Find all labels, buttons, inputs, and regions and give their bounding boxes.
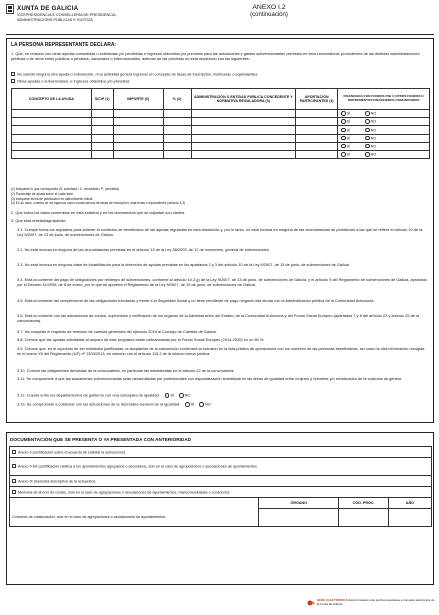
concept-input[interactable] bbox=[12, 150, 92, 158]
entity-input[interactable] bbox=[191, 110, 296, 118]
entity-input[interactable] bbox=[191, 150, 296, 158]
no-label: NO bbox=[184, 392, 191, 398]
other-aid-checkbox[interactable] bbox=[11, 79, 15, 83]
savings-report-checkbox[interactable] bbox=[12, 490, 16, 494]
funding-choice bbox=[338, 126, 430, 134]
proc-code-input[interactable] bbox=[339, 509, 389, 527]
table-notes bbox=[11, 187, 429, 206]
doc-row bbox=[10, 447, 432, 458]
contribution-input[interactable] bbox=[296, 126, 338, 134]
declaration-3-12 bbox=[17, 393, 429, 398]
scp-input[interactable] bbox=[91, 110, 113, 118]
concept-input[interactable] bbox=[12, 134, 92, 142]
scp-input[interactable] bbox=[91, 142, 113, 150]
doc-row bbox=[10, 487, 432, 498]
funding-no-radio[interactable] bbox=[365, 136, 370, 141]
funding-no-radio[interactable] bbox=[365, 128, 370, 133]
yes-label: SÍ bbox=[346, 120, 351, 125]
funding-choice bbox=[338, 150, 430, 158]
footer-note bbox=[317, 599, 435, 607]
col-entity: ADMINISTRACIÓN O ENTIDAD PÚBLICA CONCEDENTE Y NORMATIVA REGULADORA (3) bbox=[191, 89, 296, 110]
declaration-3-11: 3.11. Se compromete a que las actuaciones subvencionadas sean desarrolladas por profesionales con especialización acreditada en las áreas de igualdad entre mujeres y hombres y/o erradicación de la violencia de género. bbox=[17, 376, 403, 381]
funding-yes-radio[interactable] bbox=[341, 119, 346, 124]
doc-row bbox=[10, 509, 432, 527]
contribution-input[interactable] bbox=[296, 134, 338, 142]
amount-input[interactable] bbox=[113, 142, 163, 150]
col-concept: CONCEPTO DE LA AYUDA bbox=[12, 89, 92, 110]
col-contribution: APORTACIÓN PARTICIPANTES (4) bbox=[296, 89, 338, 110]
percent-input[interactable] bbox=[163, 142, 191, 150]
percent-input[interactable] bbox=[163, 126, 191, 134]
funding-no-radio[interactable] bbox=[365, 111, 370, 116]
no-label: NO bbox=[370, 111, 377, 116]
funding-choice bbox=[338, 110, 430, 118]
declaration-3-2: 3.2. No está incursa en ninguna de las circunstancias previstas en el artículo 13 de la Ley 38/2003, de 17 de noviembre, general de subvenciones. bbox=[17, 247, 270, 252]
documentation-title: DOCUMENTACIÓN QUE SE PRESENTA O YA PRESENTADA CON ANTERIORIDAD bbox=[10, 437, 192, 442]
col-amount: IMPORTE (€) bbox=[113, 89, 163, 110]
option-other-aid bbox=[11, 79, 429, 84]
equality-yes-radio[interactable] bbox=[165, 393, 170, 398]
no-label: NO bbox=[204, 401, 211, 407]
no-label: NO bbox=[370, 136, 377, 141]
sede-electronica-icon bbox=[307, 600, 315, 606]
aid-row bbox=[12, 118, 430, 126]
doc-cols-row bbox=[10, 498, 432, 509]
declaration-3-9: 3.9. Conoce que, en el supuesto de ser entidades justificadas, la aceptación de la subvención conllevará la inclusión en la lista pública de operaciones con los nombres de las personas beneficiarias, así como la otra información recogida en el anexo XII del Reglamento (UE) nº 1303/2013, en relación con el artículo 115.2 de la misma norma jurídica. bbox=[17, 346, 425, 356]
aid-row bbox=[12, 126, 430, 134]
contribution-input[interactable] bbox=[296, 118, 338, 126]
col-proc-code: CÓD. PROC. bbox=[339, 498, 389, 509]
documentation-section bbox=[6, 432, 434, 585]
year-input[interactable] bbox=[389, 509, 432, 527]
declaration-3-3: 3.3. No está incursa en ninguna clase de inhabilitación para la obtención de ayudas previstas en los apartados 2 y 3 del artículo 10 de la Ley 9/2007, de 13 de junio, de subvenciones de Galicia. bbox=[17, 262, 350, 267]
convenio-label: Convenio de colaboración, solo en el caso de agrupaciones o asociaciones de ayuntamientos. bbox=[10, 509, 259, 527]
xunta-logo-icon bbox=[6, 4, 14, 14]
option-other-aid-label: Otras ayudas o subvenciones, e ingresos obtenidos y/o previstos: bbox=[17, 78, 131, 84]
no-label: NO bbox=[370, 128, 377, 133]
yes-label: SÍ bbox=[346, 128, 351, 133]
footer-brand: SEDE ELECTRÓNICA bbox=[317, 598, 348, 602]
aid-row bbox=[12, 134, 430, 142]
aid-table-header bbox=[12, 89, 430, 110]
funding-choice bbox=[338, 118, 430, 126]
declaration-3: 3. Que esta entidad/agrupación: bbox=[11, 218, 67, 223]
aid-row bbox=[12, 142, 430, 150]
aid-row bbox=[12, 110, 430, 118]
declaration-2: 2. Que todos los datos contenidos en esta solicitud y en los documentos que se adjuntan son ciertos. bbox=[11, 210, 186, 215]
col-scp: S/C/P (1) bbox=[91, 89, 113, 110]
concept-input[interactable] bbox=[12, 110, 92, 118]
section-title: LA PERSONA REPRESENTANTE DECLARA: bbox=[11, 42, 117, 48]
concept-input[interactable] bbox=[12, 142, 92, 150]
entity-input[interactable] bbox=[191, 134, 296, 142]
annex-subtitle: (continuación) bbox=[250, 12, 288, 18]
scp-input[interactable] bbox=[91, 134, 113, 142]
funding-yes-radio[interactable] bbox=[341, 152, 346, 157]
amount-input[interactable] bbox=[113, 126, 163, 134]
amount-input[interactable] bbox=[113, 110, 163, 118]
entity-input[interactable] bbox=[191, 118, 296, 126]
scp-input[interactable] bbox=[91, 150, 113, 158]
funding-no-radio[interactable] bbox=[365, 144, 370, 149]
footer-text: Este formulario solo podrá presentarse en la sede electrónica de la Xunta de Galicia. bbox=[317, 598, 435, 606]
yes-label: SÍ bbox=[170, 392, 175, 398]
scp-input[interactable] bbox=[91, 118, 113, 126]
amount-input[interactable] bbox=[113, 150, 163, 158]
option-no-aid-label: No solicitó ninguna otra ayuda o subvención, ni la actividad genera ingresos en concepto de tasas de inscripción, matrículas o equivalentes. bbox=[17, 71, 259, 77]
declaration-3-6: 3.6. Está al corriente con las actuaciones de control, supervisión y verificación de los órganos de la Administración del Estado, de la Comunidad Autónoma y del Fondo Social Europeo (apartados 7 y 8 del artículo 22 y artículo 25 de la convocatoria). bbox=[17, 313, 420, 323]
annex-title: ANEXO I.2 bbox=[252, 4, 286, 11]
note: (3) Indíquese fecha de publicación en diario/boletín oficial bbox=[11, 196, 93, 201]
doc-row bbox=[10, 476, 432, 487]
yes-label: SÍ bbox=[346, 144, 351, 149]
percent-input[interactable] bbox=[163, 118, 191, 126]
equality-no-radio[interactable] bbox=[179, 393, 184, 398]
annex-ii-bis-checkbox[interactable] bbox=[12, 464, 16, 468]
declaration-3-12-text: 3.12. Cuenta entre los departamentos de gobierno con una concejalía de igualdad. bbox=[17, 392, 160, 398]
yes-label: SÍ bbox=[190, 401, 195, 407]
declaration-section bbox=[6, 38, 434, 423]
declaration-3-1: 3.1. Cumple todos los requisitos para obtener la condición de beneficiaria de las ayudas reguladas en esta resolución y, por lo tanto, no está incursa en ninguna de las circunstancias de prohibición a las que se refiere el artículo 10 de la Ley 9/2007, de 13 de junio, de subvenciones de Galicia. bbox=[17, 227, 423, 237]
header bbox=[6, 4, 434, 36]
yes-label: SÍ bbox=[346, 136, 351, 141]
doc-label: Anexo II-bis (certificación relativa a los ayuntamientos agrupados o asociados), solo en el caso de agrupaciones o asociaciones de ayuntamientos. bbox=[18, 464, 258, 469]
funding-choice bbox=[338, 142, 430, 150]
scp-input[interactable] bbox=[91, 126, 113, 134]
organ-input[interactable] bbox=[259, 509, 339, 527]
declaration-3-10: 3.10. Conoce las obligaciones derivadas de la convocatoria, en particular las establecidas en el artículo 22 de la convocatoria. bbox=[17, 368, 235, 373]
contribution-input[interactable] bbox=[296, 150, 338, 158]
yes-label: SÍ bbox=[346, 152, 351, 157]
declaration-3-8: 3.8. Conoce que las ayudas solicitadas al amparo de este programa están cofinanciadas por el Fondo Social Europeo (2014-2020) en un 80 %. bbox=[17, 337, 265, 342]
no-label: NO bbox=[370, 120, 377, 125]
declaration-3-13 bbox=[17, 402, 429, 407]
entity-input[interactable] bbox=[191, 126, 296, 134]
col-funding: FINANCIADA CON FONDOS FSE U OTROS FONDOS O INSTRUMENTOS FINANCIEROS COMUNITARIOS bbox=[338, 89, 430, 110]
org-department: VICEPRESIDENCIA E CONSELLERÍA DE PRESIDENCIA, ADMINISTRACIÓNS PÚBLICAS E XUSTIZA bbox=[17, 13, 117, 22]
annex-iii-checkbox[interactable] bbox=[12, 479, 16, 483]
amount-input[interactable] bbox=[113, 118, 163, 126]
percent-input[interactable] bbox=[163, 150, 191, 158]
declaration-3-5: 3.5. Está al corriente del cumplimiento de las obligaciones tributarias y frente a la Seguridad Social y no tiene pendiente de pago ninguna otra deuda con la Administración pública de la Comunidad Autónoma. bbox=[17, 298, 375, 303]
note: (2) Porcentaje de ayuda sobre el coste total bbox=[11, 191, 73, 196]
doc-row bbox=[10, 458, 432, 476]
no-aid-checkbox[interactable] bbox=[11, 72, 15, 76]
percent-input[interactable] bbox=[163, 134, 191, 142]
declaration-3-7: 3.7. Ha cumplido el requisito de remisión de cuentas generales del ejercicio 2018 al Consejo de Cuentas de Galicia. bbox=[17, 329, 217, 334]
concept-input[interactable] bbox=[12, 126, 92, 134]
annex-ii-checkbox[interactable] bbox=[12, 450, 16, 454]
col-organ: ÓRGANO bbox=[259, 498, 339, 509]
funding-choice bbox=[338, 134, 430, 142]
declaration-3-13-text: 3.13. Se compromete a colaborar con las actuaciones de la Secretaría General de la Igualdad. bbox=[17, 401, 181, 407]
org-name: XUNTA DE GALICIA bbox=[17, 5, 79, 12]
doc-label: Anexo II (certificación sobre el acuerdo de solicitar la subvención). bbox=[18, 450, 127, 455]
entity-input[interactable] bbox=[191, 142, 296, 150]
documentation-table bbox=[9, 446, 432, 527]
declaration-1: 1. Que, en relación con otras ayudas concedidas o solicitadas y/o percibidas e ingresos obtenidos y/o previstos para las actuaciones y gastos subvencionables previstos en esta convocatoria, procedentes de las distintas administraciones públicas o de otros entes públicos o privados, nacionales o internacionales, además de las previstas en esta resolución son las siguientes: bbox=[11, 51, 420, 61]
aid-table bbox=[11, 88, 430, 159]
col-year: AÑO bbox=[389, 498, 432, 509]
declaration-3-4: 3.4. Está al corriente del pago de obligaciones por reintegro de subvenciones, conforme al artículo 10.2.g) de la Ley 9/2007, de 13 de junio, de subvenciones de Galicia, y el artículo 9 del Reglamento de subvenciones de Galicia, aprobado por el Decreto 11/2009, de 8 de enero, por el que se aprueba el Reglamento de la Ley 9/2007, de 13 de junio, de subvenciones de Galicia. bbox=[17, 277, 427, 287]
doc-label: Anexo III (memoria descriptiva de la actuación). bbox=[18, 479, 96, 484]
contribution-input[interactable] bbox=[296, 110, 338, 118]
percent-input[interactable] bbox=[163, 110, 191, 118]
note: (4) En su caso, cuantía de los ingresos como consecuencia de tasas de inscripción, matrículas o equivalentes (artículo 3.3) bbox=[11, 201, 186, 206]
doc-label: Memoria de ahorro de costes, solo en el caso de agrupaciones o asociaciones de ayuntamientos, mancomunidades o consorcios. bbox=[18, 490, 231, 495]
note: (1) Indíquese lo que corresponda (S: solicitada / C: concedida / P: percibida) bbox=[11, 187, 119, 191]
col-percent: % (2) bbox=[163, 89, 191, 110]
concept-input[interactable] bbox=[12, 118, 92, 126]
funding-yes-radio[interactable] bbox=[341, 128, 346, 133]
funding-yes-radio[interactable] bbox=[341, 136, 346, 141]
option-no-aid bbox=[11, 72, 429, 77]
header-divider bbox=[6, 34, 434, 35]
funding-no-radio[interactable] bbox=[365, 152, 370, 157]
collaborate-no-radio[interactable] bbox=[199, 402, 204, 407]
funding-no-radio[interactable] bbox=[365, 119, 370, 124]
aid-row bbox=[12, 150, 430, 158]
no-label: NO bbox=[370, 144, 377, 149]
collaborate-yes-radio[interactable] bbox=[185, 402, 190, 407]
amount-input[interactable] bbox=[113, 134, 163, 142]
contribution-input[interactable] bbox=[296, 142, 338, 150]
funding-yes-radio[interactable] bbox=[341, 111, 346, 116]
yes-label: SÍ bbox=[346, 111, 351, 116]
funding-yes-radio[interactable] bbox=[341, 144, 346, 149]
no-label: NO bbox=[370, 152, 377, 157]
